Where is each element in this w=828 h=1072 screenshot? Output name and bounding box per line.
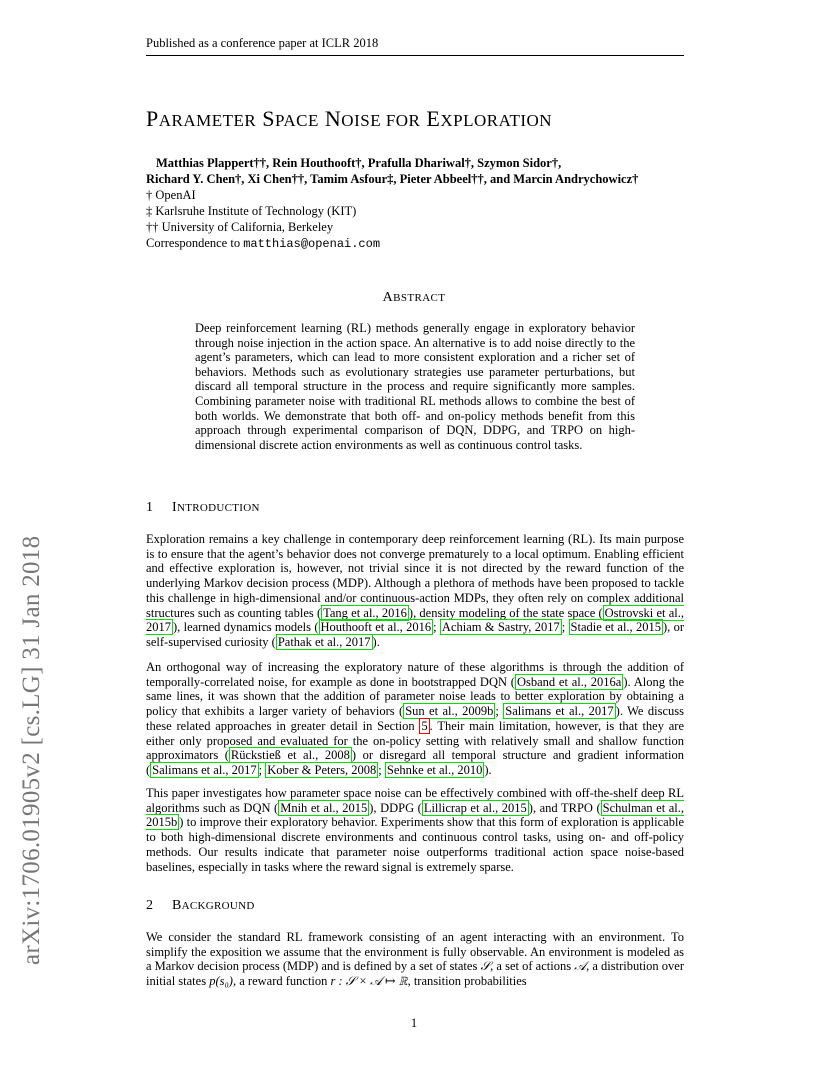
correspondence-line: Correspondence to matthias@openai.com xyxy=(146,236,381,251)
intro-paragraph-2: An orthogonal way of increasing the exploratory nature of these algorithms is through the addition of temporally-correlated noise, for example as done in bootstrapped DQN ( Osband et al., 2016a ). Along the same lines, it was shown that the addition of parameter noise leads to better exploration by obtaining a policy that exhibits a larger variety of behaviors ( Sun et al., 2009b ; Salimans et al., 2017 ). We discuss these related approaches in greater detail in Section 5 . Their main limitation, however, is that they are either only proposed and evaluated for the on-policy setting with relatively small and shallow function approximators ( Rückstieß et al., 2008 ) or disregard all temporal structure and gradient information ( Salimans et al., 2017 ; Kober & Peters, 2008 ; Sehnke et al., 2010 ). xyxy=(146,660,685,777)
citation-link[interactable]: Ostrovski et al., 2017 xyxy=(146,605,685,635)
affiliation-kit: ‡ Karlsruhe Institute of Technology (KIT) xyxy=(146,204,357,218)
abstract-text: Deep reinforcement learning (RL) methods generally engage in exploratory behavior through noise injection in the action space. An alternative is to add noise directly to the agent’s parameters, which can lead to more consistent exploration and a richer set of behaviors. Methods such as evolutionary strategies use parameter perturbations, but discard all temporal structure in the process and require significantly more samples. Combining parameter noise with traditional RL methods allows to combine the best of both worlds. We demonstrate that both off- and on-policy methods benefit from this approach through experimental comparison of DQN, DDPG, and TRPO on high-dimensional discrete action environments as well as continuous control tasks. xyxy=(195,321,635,452)
citation-link[interactable]: Kober & Peters, 2008 xyxy=(267,762,377,777)
citation-link[interactable]: Mnih et al., 2015 xyxy=(280,800,368,815)
citation-link[interactable]: Achiam & Sastry, 2017 xyxy=(441,620,560,635)
abstract-heading: ABSTRACT xyxy=(382,290,446,305)
section-heading-introduction: 1 INTRODUCTION xyxy=(146,500,260,515)
citation-link[interactable]: Sun et al., 2009b xyxy=(405,704,494,719)
arxiv-identifier: arXiv:1706.01905v2 [cs.LG] 31 Jan 2018 xyxy=(18,535,45,965)
intro-paragraph-3: This paper investigates how parameter space noise can be effectively combined with off-the-shelf deep RL algorithms such as DQN ( Mnih et al., 2015 ), DDPG ( Lillicrap et al., 2015 ), and TRPO ( Schulman et al., 2015b ) to improve their exploratory behavior. Experiments show that this form of exploration is applicable to both high-dimensional discrete environments and continuous control tasks, using on- and off-policy methods. Our results indicate that parameter noise outperforms traditional action space noise-based baselines, especially in tasks where the reward signal is extremely sparse. xyxy=(146,786,685,874)
citation-link[interactable]: Lillicrap et al., 2015 xyxy=(423,800,527,815)
citation-link[interactable]: Stadie et al., 2015 xyxy=(570,620,661,635)
section-link[interactable]: 5 xyxy=(421,718,428,733)
running-header: Published as a conference paper at ICLR 2018 xyxy=(146,36,379,50)
author-line-2: Richard Y. Chen†, Xi Chen††, Tamim Asfour‡, Pieter Abbeel††, and Marcin Andrychowicz† xyxy=(146,172,639,186)
correspondence-email[interactable]: matthias@openai.com xyxy=(243,237,381,251)
paper-title: PARAMETER SPACE NOISE FOR EXPLORATION xyxy=(146,106,553,131)
section-heading-background: 2 BACKGROUND xyxy=(146,898,255,913)
citation-link[interactable]: Pathak et al., 2017 xyxy=(277,634,371,649)
citation-link[interactable]: Rückstieß et al., 2008 xyxy=(230,748,350,763)
citation-link[interactable]: Houthooft et al., 2016 xyxy=(320,620,432,635)
affiliation-berkeley: †† University of California, Berkeley xyxy=(146,220,334,234)
intro-paragraph-1: Exploration remains a key challenge in contemporary deep reinforcement learning (RL). Its main purpose is to ensure that the agent’s behavior does not converge prematurely to a local optimum. Enabling efficient and effective exploration is, however, not trivial since it is not directed by the reward function of the underlying Markov decision process (MDP). Although a plethora of methods have been proposed to tackle this challenge in high-dimensional and/or continuous-action MDPs, they often rely on complex additional structures such as counting tables ( Tang et al., 2016 ), density modeling of the state space ( Ostrovski et al., 2017 ), learned dynamics models ( Houthooft et al., 2016 ; Achiam & Sastry, 2017 ; Stadie et al., 2015 ), or self-supervised curiosity ( Pathak et al., 2017 ). xyxy=(146,532,685,649)
citation-link[interactable]: Tang et al., 2016 xyxy=(323,605,407,620)
citation-link[interactable]: Salimans et al., 2017 xyxy=(505,704,614,719)
citation-link[interactable]: Salimans et al., 2017 xyxy=(152,762,257,777)
citation-link[interactable]: Osband et al., 2016a xyxy=(516,674,622,689)
page-number: 1 xyxy=(410,1016,418,1030)
header-rule xyxy=(146,55,684,56)
author-block xyxy=(146,155,706,252)
author-line-1: Matthias Plappert††, Rein Houthooft†, Prafulla Dhariwal†, Szymon Sidor†, xyxy=(156,156,562,170)
citation-link[interactable]: Schulman et al., 2015b xyxy=(146,800,685,830)
affiliation-openai: † OpenAI xyxy=(146,188,196,202)
background-paragraph-1: We consider the standard RL framework consisting of an agent interacting with an environment. To simplify the exposition we assume that the environment is fully observable. An environment is modeled as a Markov decision process (MDP) and is defined by a set of states 𝒮, a set of actions 𝒜, a distribution over initial states p(s₀), a reward function r : 𝒮 × 𝒜 ↦ ℝ, transition probabilities xyxy=(146,930,685,989)
citation-link[interactable]: Sehnke et al., 2010 xyxy=(386,762,483,777)
